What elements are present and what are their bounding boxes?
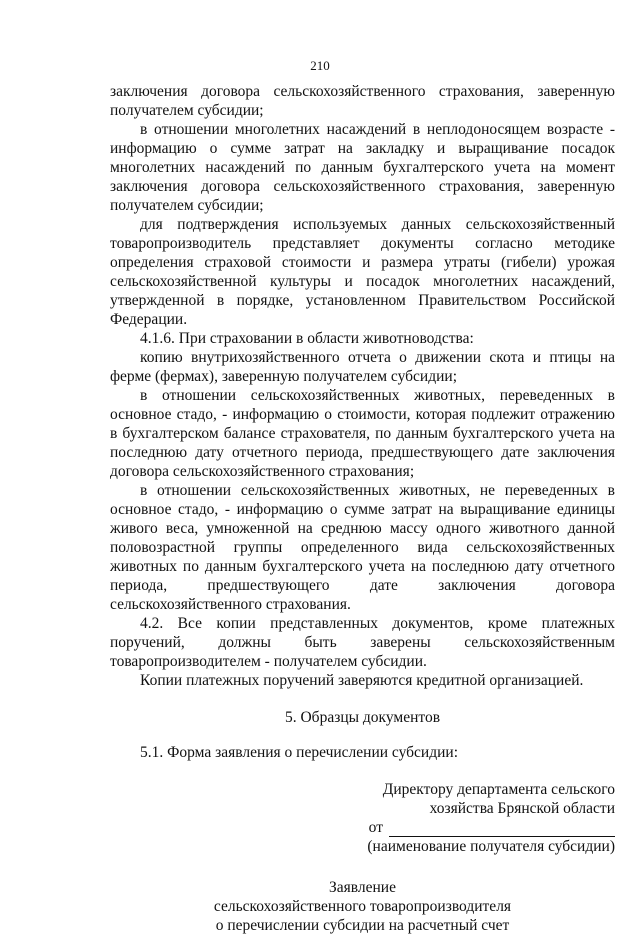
paragraph: в отношении сельскохозяйственных животных, не переведенных в основное стадо, - информацию о сумме затрат на выращивание единицы живого веса, умноженной на среднюю массу одного животного данной половозрастной группы определенного вида сельскохозяйственных животных по данным бухгалтерского учета на последнюю дату отчетного периода, предшествующего дате заключения договора сельскохозяйственного страхования. <box>110 482 615 613</box>
section-title: 5. Образцы документов <box>284 709 441 726</box>
paragraph: в отношении многолетних насаждений в неплодоносящем возрасте - информацию о сумме затрат на закладку и выращивание посадок многолетних насаждений по данным бухгалтерского учета на момент заключения договора сельскохозяйственного страхования, заверенную получателем субсидии; <box>110 121 615 214</box>
subsection-title: 5.1. Форма заявления о перечислении субсидии: <box>140 744 458 761</box>
paragraph: Копии платежных поручений заверяются кредитной организацией. <box>140 672 584 689</box>
recipient-caption: (наименование получателя субсидии) <box>367 838 615 855</box>
addressee-line: Директору департамента сельского <box>382 781 615 798</box>
document-body <box>110 82 615 935</box>
recipient-name-line <box>389 822 615 837</box>
paragraph: в отношении сельскохозяйственных животных, переведенных в основное стадо, - информацию о стоимости, которая подлежит отражению в бухгалтерском балансе страхователя, по данным бухгалтерского учета на последнюю дату отчетного периода, предшествующего дате заключения договора сельскохозяйственного страхования; <box>110 387 615 480</box>
page-number: 210 <box>310 58 330 73</box>
paragraph: 4.1.6. При страховании в области животноводства: <box>140 330 474 347</box>
application-title: Заявление <box>329 879 396 896</box>
application-title-block <box>110 878 615 935</box>
paragraph: заключения договора сельскохозяйственного страхования, заверенную получателем субсидии; <box>110 83 615 119</box>
addressee-line: хозяйства Брянской области <box>429 800 615 817</box>
addressee-block <box>110 780 615 856</box>
from-field <box>110 818 615 837</box>
paragraph: для подтверждения используемых данных сельскохозяйственный товаропроизводитель представляет документы согласно методике определения страховой стоимости и размера утраты (гибели) урожая сельскохозяйственной культуры и посадок многолетних насаждений, утвержденной в порядке, установленном Правительством Российской Федерации. <box>110 216 615 328</box>
application-title-line: сельскохозяйственного товаропроизводителя <box>213 898 512 915</box>
from-label: от <box>368 819 383 836</box>
application-title-line: о перечислении субсидии на расчетный счет <box>215 917 510 934</box>
paragraph: копию внутрихозяйственного отчета о движении скота и птицы на ферме (фермах), заверенную получателем субсидии; <box>110 349 615 385</box>
paragraph: 4.2. Все копии представленных документов, кроме платежных поручений, должны быть заверены сельскохозяйственным товаропроизводителем - получателем субсидии. <box>110 615 615 670</box>
